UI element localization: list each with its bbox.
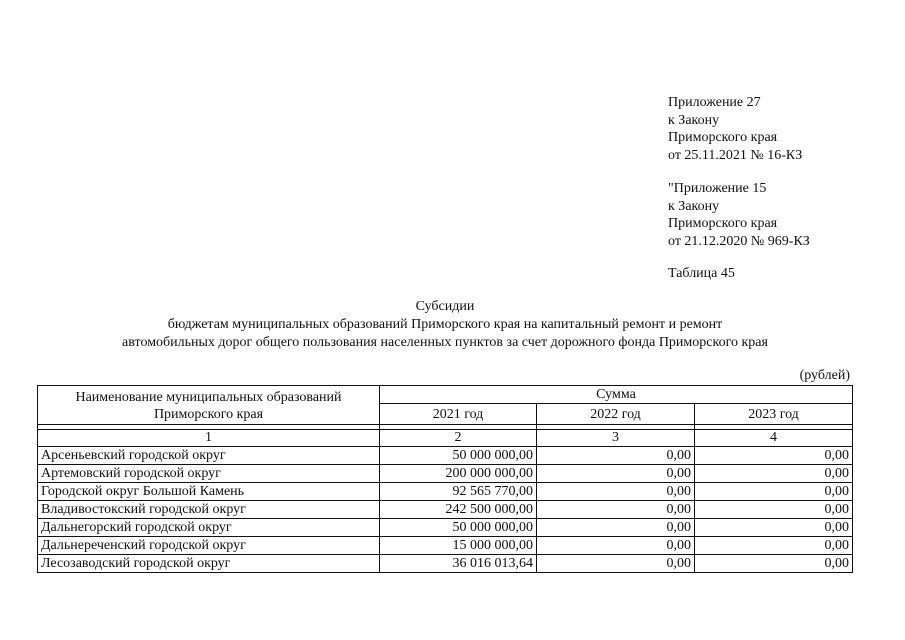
value-2023: 0,00 bbox=[695, 465, 853, 483]
value-2022: 0,00 bbox=[537, 465, 695, 483]
value-2023: 0,00 bbox=[695, 537, 853, 555]
value-2021: 242 500 000,00 bbox=[380, 501, 537, 519]
appendix-previous-header bbox=[668, 180, 898, 250]
value-2023: 0,00 bbox=[695, 519, 853, 537]
appendix-line: "Приложение 15 bbox=[668, 181, 767, 196]
appendix-line: Приложение 27 bbox=[668, 95, 761, 110]
value-2023: 0,00 bbox=[695, 555, 853, 573]
appendix-line: к Закону bbox=[668, 198, 720, 214]
appendix-current-header bbox=[668, 94, 898, 164]
appendix-line: от 25.11.2021 № 16-КЗ bbox=[668, 147, 803, 163]
table-row bbox=[38, 501, 853, 519]
appendix-line: от 21.12.2020 № 969-КЗ bbox=[668, 233, 810, 249]
appendix-line: к Закону bbox=[668, 112, 720, 128]
title-line: бюджетам муниципальных образований Приморского края на капитальный ремонт и ремонт bbox=[167, 317, 723, 332]
municipality-name: Артемовский городской округ bbox=[38, 465, 380, 483]
header-year-2022: 2022 год bbox=[537, 404, 695, 425]
value-2023: 0,00 bbox=[695, 447, 853, 465]
title-line: автомобильных дорог общего пользования населенных пунктов за счет дорожного фонда Приморского края bbox=[122, 335, 768, 350]
header-name-column: Наименование муниципальных образований Приморского края bbox=[38, 386, 380, 425]
units-label: (рублей) bbox=[799, 368, 850, 383]
table-row bbox=[38, 519, 853, 537]
value-2021: 15 000 000,00 bbox=[380, 537, 537, 555]
document-title bbox=[40, 298, 850, 352]
value-2022: 0,00 bbox=[537, 501, 695, 519]
header-year-2023: 2023 год bbox=[695, 404, 853, 425]
value-2022: 0,00 bbox=[537, 519, 695, 537]
title-line: Субсидии bbox=[415, 299, 475, 314]
value-2021: 50 000 000,00 bbox=[380, 519, 537, 537]
value-2022: 0,00 bbox=[537, 447, 695, 465]
table-row bbox=[38, 447, 853, 465]
value-2021: 50 000 000,00 bbox=[380, 447, 537, 465]
municipality-name: Городской округ Большой Камень bbox=[38, 483, 380, 501]
appendix-line: Приморского края bbox=[668, 216, 778, 231]
value-2022: 0,00 bbox=[537, 537, 695, 555]
value-2022: 0,00 bbox=[537, 555, 695, 573]
header-sum: Сумма bbox=[380, 386, 853, 404]
municipality-name: Дальнереченский городской округ bbox=[38, 537, 380, 555]
value-2023: 0,00 bbox=[695, 501, 853, 519]
table-row bbox=[38, 537, 853, 555]
table-header-row bbox=[38, 386, 853, 404]
table-row bbox=[38, 555, 853, 573]
value-2021: 36 016 013,64 bbox=[380, 555, 537, 573]
municipality-name: Арсеньевский городской округ bbox=[38, 447, 380, 465]
table-row bbox=[38, 483, 853, 501]
column-number: 3 bbox=[537, 430, 695, 447]
table-number: Таблица 45 bbox=[668, 266, 735, 281]
value-2023: 0,00 bbox=[695, 483, 853, 501]
municipality-name: Лесозаводский городской округ bbox=[38, 555, 380, 573]
value-2021: 92 565 770,00 bbox=[380, 483, 537, 501]
column-number: 4 bbox=[695, 430, 853, 447]
appendix-line: Приморского края bbox=[668, 130, 778, 145]
column-number: 1 bbox=[38, 430, 380, 447]
table-row bbox=[38, 465, 853, 483]
column-numbers-row bbox=[38, 430, 853, 447]
value-2022: 0,00 bbox=[537, 483, 695, 501]
value-2021: 200 000 000,00 bbox=[380, 465, 537, 483]
municipality-name: Дальнегорский городской округ bbox=[38, 519, 380, 537]
header-year-2021: 2021 год bbox=[380, 404, 537, 425]
subsidies-table bbox=[37, 385, 853, 573]
municipality-name: Владивостокский городской округ bbox=[38, 501, 380, 519]
column-number: 2 bbox=[380, 430, 537, 447]
